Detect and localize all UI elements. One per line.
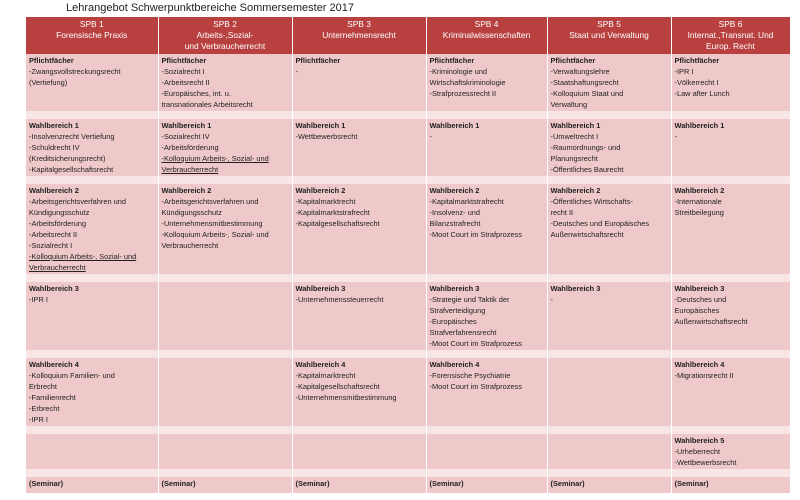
column-name: Internat.,Transnat. Und Europ. Recht: [687, 30, 774, 51]
section-label: Wahlbereich 2: [161, 186, 212, 195]
course-item: -Kapitalmarktrecht: [295, 371, 356, 380]
section-label: Wahlbereich 4: [674, 360, 725, 369]
cell-wahl2-spb-4: [426, 184, 547, 274]
section-label: Wahlbereich 1: [295, 121, 346, 130]
course-item: -Strafprozessrecht II: [429, 89, 497, 98]
cell-seminar-spb-4: [426, 477, 547, 493]
course-item: -Arbeitsgerichtsverfahren und: [161, 197, 259, 206]
course-item: Verbraucherrecht: [161, 241, 219, 250]
course-item: -Kapitalmarktstrafrecht: [295, 208, 370, 217]
cell-seminar-spb-1: [26, 477, 158, 493]
column-code: SPB 5: [597, 19, 621, 29]
course-item: -Zwangsvollstreckungsrecht: [29, 67, 121, 76]
cell-wahl2-spb-5: [547, 184, 671, 274]
course-item: -: [429, 132, 432, 141]
course-item: -IPR I: [29, 415, 48, 424]
spacer-cell: [292, 176, 426, 184]
course-item: -: [550, 295, 553, 304]
cell-pflicht-spb-6: [671, 54, 790, 111]
section-label: Wahlbereich 2: [29, 186, 79, 195]
course-item: Wirtschaftskriminologie: [429, 78, 506, 87]
cell-wahl1-spb-6: [671, 119, 790, 176]
section-label: Wahlbereich 3: [29, 284, 79, 293]
course-item: -Europäisches: [429, 317, 477, 326]
section-row-wahl4: [26, 358, 790, 426]
course-item: -Kolloquium Staat und: [550, 89, 624, 98]
course-item: Erbrecht: [29, 382, 57, 391]
course-item: -Arbeitsrecht II: [29, 230, 78, 239]
spacer-row: [26, 111, 790, 119]
course-item: -Sozialrecht I: [29, 241, 73, 250]
section-label: (Seminar): [29, 479, 64, 488]
spacer-cell: [671, 274, 790, 282]
course-item: -Arbeitsförderung: [29, 219, 87, 228]
section-row-wahl3: [26, 282, 790, 350]
cell-wahl4-spb-2: [158, 358, 292, 426]
cell-wahl5-spb-4: [426, 434, 547, 469]
section-label: Wahlbereich 1: [29, 121, 79, 130]
cell-seminar-spb-6: [671, 477, 790, 493]
section-label: Wahlbereich 2: [295, 186, 346, 195]
spacer-cell: [26, 469, 158, 477]
course-item: -Unternehmensmitbestimmung: [295, 393, 397, 402]
column-header-spb-6: [671, 17, 790, 54]
spacer-cell: [26, 350, 158, 358]
cell-wahl2-spb-1: [26, 184, 158, 274]
course-item: -Kapitalmarktrecht: [295, 197, 356, 206]
course-item: -Wettbewerbsrecht: [295, 132, 358, 141]
section-row-seminar: [26, 477, 790, 493]
section-label: Pflichtfächer: [29, 56, 74, 65]
spacer-cell: [26, 426, 158, 434]
section-label: Wahlbereich 3: [429, 284, 480, 293]
spacer-cell: [426, 350, 547, 358]
course-item: -Insolvenzrecht Vertiefung: [29, 132, 115, 141]
spacer-cell: [158, 350, 292, 358]
spacer-row: [26, 469, 790, 477]
spacer-row: [26, 350, 790, 358]
section-label: Pflichtfächer: [429, 56, 475, 65]
course-item: -: [674, 132, 677, 141]
section-label: (Seminar): [295, 479, 330, 488]
cell-wahl4-spb-5: [547, 358, 671, 426]
course-item: (Kreditsicherungsrecht): [29, 154, 106, 163]
cell-wahl2-spb-2: [158, 184, 292, 274]
spacer-cell: [292, 274, 426, 282]
cell-wahl1-spb-2: [158, 119, 292, 176]
course-item: -Umweltrecht I: [550, 132, 599, 141]
section-label: Wahlbereich 1: [429, 121, 480, 130]
spacer-cell: [426, 274, 547, 282]
course-item: -Urheberrecht: [674, 447, 721, 456]
course-item: -Kolloquium Arbeits-, Sozial- und: [29, 252, 137, 261]
column-header-spb-4: [426, 17, 547, 54]
spacer-cell: [158, 426, 292, 434]
cell-seminar-spb-5: [547, 477, 671, 493]
cell-wahl5-spb-6: [671, 434, 790, 469]
cell-wahl2-spb-3: [292, 184, 426, 274]
section-row-wahl2: [26, 184, 790, 274]
course-item: -Völkerrecht I: [674, 78, 719, 87]
spacer-cell: [26, 274, 158, 282]
cell-wahl1-spb-5: [547, 119, 671, 176]
course-item: -Erbrecht: [29, 404, 60, 413]
section-label: Wahlbereich 2: [674, 186, 725, 195]
course-item: -Verwaltungslehre: [550, 67, 610, 76]
section-label: Wahlbereich 1: [161, 121, 212, 130]
column-code: SPB 6: [718, 19, 743, 29]
spacer-cell: [426, 111, 547, 119]
course-item: Kündigungsschutz: [161, 208, 222, 217]
spacer-cell: [547, 350, 671, 358]
section-label: Wahlbereich 1: [674, 121, 725, 130]
section-label: Wahlbereich 1: [550, 121, 601, 130]
cell-wahl4-spb-4: [426, 358, 547, 426]
section-label: Pflichtfächer: [674, 56, 720, 65]
column-code: SPB 1: [79, 19, 104, 29]
spacer-cell: [292, 111, 426, 119]
spacer-cell: [292, 350, 426, 358]
section-label: (Seminar): [550, 479, 585, 488]
course-item: -Familienrecht: [29, 393, 76, 402]
column-header-spb-5: [547, 17, 671, 54]
spacer-cell: [26, 176, 158, 184]
course-item: -Unternehmensmitbestimmung: [161, 219, 263, 228]
section-label: (Seminar): [674, 479, 709, 488]
section-label: Wahlbereich 5: [674, 436, 725, 445]
spacer-cell: [547, 469, 671, 477]
course-item: Verbraucherrecht: [161, 165, 219, 174]
section-label: Wahlbereich 4: [295, 360, 346, 369]
spacer-cell: [426, 469, 547, 477]
course-item: Streitbeilegung: [674, 208, 724, 217]
course-item: -Staatshaftungsrecht: [550, 78, 619, 87]
course-item: -Deutsches und: [674, 295, 727, 304]
course-item: -Raumordnungs- und: [550, 143, 621, 152]
spacer-cell: [26, 111, 158, 119]
course-item: -Öffentliches Wirtschafts-: [550, 197, 633, 206]
course-item: -Kapitalmarktstrafrecht: [429, 197, 504, 206]
course-item: -Arbeitsgerichtsverfahren und: [29, 197, 126, 206]
column-code: SPB 4: [474, 19, 499, 29]
cell-wahl3-spb-1: [26, 282, 158, 350]
cell-pflicht-spb-4: [426, 54, 547, 111]
course-item: Außenwirtschaftsrecht: [674, 317, 748, 326]
cell-wahl5-spb-3: [292, 434, 426, 469]
course-item: -Kolloquium Arbeits-, Sozial- und: [161, 154, 269, 163]
course-item: -Strategie und Taktik der: [429, 295, 510, 304]
course-item: -Arbeitsrecht II: [161, 78, 210, 87]
course-item: -IPR I: [29, 295, 48, 304]
course-item: Bilanzstrafrecht: [429, 219, 481, 228]
spacer-cell: [671, 426, 790, 434]
spacer-cell: [158, 274, 292, 282]
course-item: Europäisches: [674, 306, 720, 315]
spacer-cell: [426, 176, 547, 184]
course-item: -Kapitalgesellschaftsrecht: [29, 165, 114, 174]
header-row: [26, 17, 790, 54]
cell-wahl3-spb-4: [426, 282, 547, 350]
cell-wahl1-spb-1: [26, 119, 158, 176]
section-row-wahl5: [26, 434, 790, 469]
spacer-cell: [547, 274, 671, 282]
course-item: -Unternehmenssteuerrecht: [295, 295, 384, 304]
section-label: Pflichtfächer: [161, 56, 207, 65]
spacer-cell: [158, 111, 292, 119]
spacer-cell: [547, 176, 671, 184]
course-item: Verwaltung: [550, 100, 588, 109]
section-label: Pflichtfächer: [550, 56, 596, 65]
course-item: -Kolloquium Arbeits-, Sozial- und: [161, 230, 269, 239]
course-item: -IPR I: [674, 67, 694, 76]
section-label: Wahlbereich 4: [29, 360, 79, 369]
course-item: Planungsrecht: [550, 154, 598, 163]
cell-wahl4-spb-1: [26, 358, 158, 426]
spacer-cell: [292, 469, 426, 477]
cell-wahl4-spb-6: [671, 358, 790, 426]
section-label: Pflichtfächer: [295, 56, 341, 65]
cell-wahl5-spb-2: [158, 434, 292, 469]
section-label: Wahlbereich 4: [429, 360, 480, 369]
course-item: Strafverteidigung: [429, 306, 486, 315]
cell-wahl1-spb-4: [426, 119, 547, 176]
cell-seminar-spb-3: [292, 477, 426, 493]
course-item: recht II: [550, 208, 574, 217]
course-item: -Moot Court im Strafprozess: [429, 230, 522, 239]
course-item: -: [295, 67, 298, 76]
section-label: Wahlbereich 3: [550, 284, 601, 293]
column-code: SPB 2: [213, 19, 237, 29]
section-row-pflicht: [26, 54, 790, 111]
spacer-row: [26, 176, 790, 184]
cell-wahl5-spb-5: [547, 434, 671, 469]
spacer-cell: [671, 111, 790, 119]
spacer-cell: [671, 350, 790, 358]
course-item: transnationales Arbeitsrecht: [161, 100, 253, 109]
spacer-cell: [547, 426, 671, 434]
course-item: -Kolloquium Familien- und: [29, 371, 115, 380]
course-item: -Kapitalgesellschaftsrecht: [295, 382, 380, 391]
spacer-cell: [292, 426, 426, 434]
course-item: Kündigungsschutz: [29, 208, 90, 217]
course-item: -Arbeitsförderung: [161, 143, 219, 152]
course-item: Außenwirtschaftsrecht: [550, 230, 624, 239]
course-item: -Sozialrecht I: [161, 67, 205, 76]
cell-wahl3-spb-3: [292, 282, 426, 350]
course-item: -Europäisches, int. u.: [161, 89, 231, 98]
cell-pflicht-spb-1: [26, 54, 158, 111]
course-item: -Wettbewerbsrecht: [674, 458, 737, 467]
cell-wahl3-spb-2: [158, 282, 292, 350]
course-item: (Vertiefung): [29, 78, 68, 87]
course-item: -Kriminologie und: [429, 67, 488, 76]
section-label: (Seminar): [161, 479, 196, 488]
course-item: -Migrationsrecht II: [674, 371, 734, 380]
cell-wahl1-spb-3: [292, 119, 426, 176]
section-label: Wahlbereich 2: [550, 186, 601, 195]
course-table: [26, 17, 791, 493]
page-title: Lehrangebot Schwerpunktbereiche Sommersemester 2017: [66, 2, 354, 14]
cell-pflicht-spb-5: [547, 54, 671, 111]
cell-wahl4-spb-3: [292, 358, 426, 426]
spacer-cell: [671, 469, 790, 477]
cell-wahl3-spb-5: [547, 282, 671, 350]
course-item: -Schuldrecht IV: [29, 143, 80, 152]
column-name: Staat und Verwaltung: [569, 30, 649, 40]
column-header-spb-3: [292, 17, 426, 54]
cell-wahl2-spb-6: [671, 184, 790, 274]
column-name: Kriminalwissenschaften: [442, 30, 531, 40]
cell-pflicht-spb-3: [292, 54, 426, 111]
course-item: Verbraucherrecht: [29, 263, 86, 272]
course-item: -Moot Court im Strafprozess: [429, 339, 522, 348]
course-item: -Moot Court im Strafprozess: [429, 382, 522, 391]
course-item: -Deutsches und Europäisches: [550, 219, 650, 228]
spacer-cell: [671, 176, 790, 184]
course-item: -Öffentliches Baurecht: [550, 165, 624, 174]
spacer-row: [26, 426, 790, 434]
spacer-row: [26, 274, 790, 282]
cell-wahl5-spb-1: [26, 434, 158, 469]
column-header-spb-2: [158, 17, 292, 54]
column-header-spb-1: [26, 17, 158, 54]
cell-wahl3-spb-6: [671, 282, 790, 350]
course-item: -Internationale: [674, 197, 722, 206]
spacer-cell: [158, 176, 292, 184]
section-label: Wahlbereich 3: [674, 284, 725, 293]
spacer-cell: [547, 111, 671, 119]
course-item: -Law after Lunch: [674, 89, 730, 98]
course-item: -Kapitalgesellschaftsrecht: [295, 219, 380, 228]
column-name: Forensische Praxis: [56, 30, 128, 40]
column-name: Unternehmensrecht: [322, 30, 396, 40]
column-name: Arbeits-,Sozial- und Verbraucherrecht: [184, 30, 266, 51]
section-label: Wahlbereich 2: [429, 186, 480, 195]
spacer-cell: [426, 426, 547, 434]
spacer-cell: [158, 469, 292, 477]
cell-pflicht-spb-2: [158, 54, 292, 111]
section-label: Wahlbereich 3: [295, 284, 346, 293]
section-row-wahl1: [26, 119, 790, 176]
course-item: -Forensische Psychiatrie: [429, 371, 511, 380]
course-item: -Insolvenz- und: [429, 208, 481, 217]
course-item: -Sozialrecht IV: [161, 132, 210, 141]
column-code: SPB 3: [347, 19, 371, 29]
cell-seminar-spb-2: [158, 477, 292, 493]
course-item: Strafverfahrensrecht: [429, 328, 497, 337]
section-label: (Seminar): [429, 479, 464, 488]
